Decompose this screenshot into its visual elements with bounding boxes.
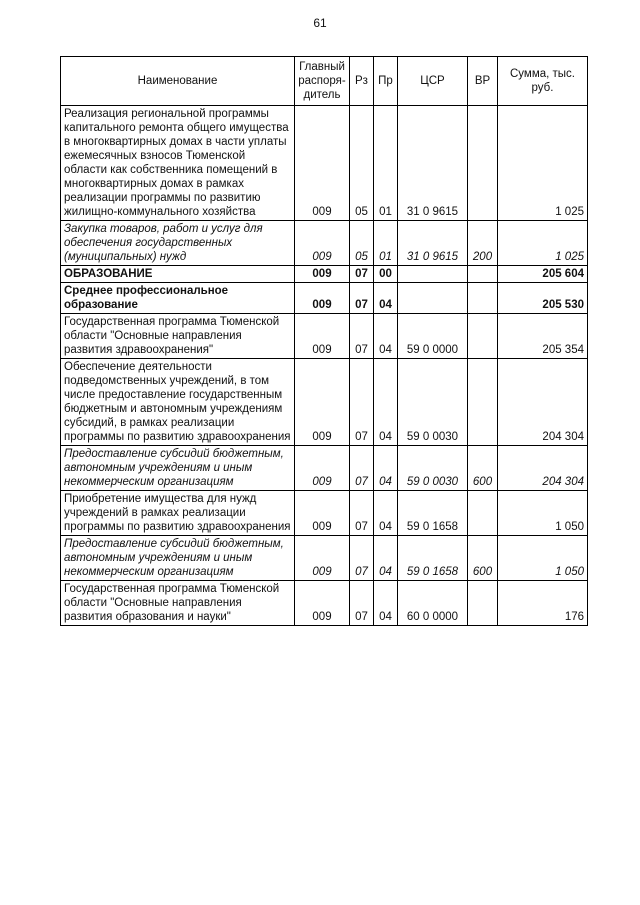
table-row bbox=[61, 536, 588, 581]
row-gr: 009 bbox=[295, 314, 350, 359]
row-rz: 07 bbox=[350, 359, 374, 446]
page-number: 61 bbox=[313, 16, 327, 30]
row-name: Среднее профессиональное образование bbox=[61, 283, 295, 314]
row-sum: 1 025 bbox=[498, 221, 588, 266]
budget-table bbox=[60, 56, 588, 626]
row-rz: 05 bbox=[350, 106, 374, 221]
table-row bbox=[61, 221, 588, 266]
row-pr: 04 bbox=[374, 283, 398, 314]
row-sum: 1 050 bbox=[498, 491, 588, 536]
row-vr bbox=[468, 314, 498, 359]
row-name: Государственная программа Тюменской области "Основные направления развития образования и науки" bbox=[61, 581, 295, 626]
row-sum: 204 304 bbox=[498, 359, 588, 446]
table-row bbox=[61, 446, 588, 491]
row-gr: 009 bbox=[295, 359, 350, 446]
row-rz: 07 bbox=[350, 491, 374, 536]
row-vr bbox=[468, 106, 498, 221]
row-csr: 59 0 1658 bbox=[398, 491, 468, 536]
row-name: Предоставление субсидий бюджетным, автономным учреждениям и иным некоммерческим организациям bbox=[61, 536, 295, 581]
row-sum: 176 bbox=[498, 581, 588, 626]
row-gr: 009 bbox=[295, 283, 350, 314]
header-pr: Пр bbox=[374, 57, 398, 106]
row-csr bbox=[398, 266, 468, 283]
row-sum: 1 050 bbox=[498, 536, 588, 581]
row-name: Обеспечение деятельности подведомственных учреждений, в том числе предоставление государственным бюджетным и автономным учреждениям субсидий, в рамках реализации программы по развитию здравоохранения bbox=[61, 359, 295, 446]
row-sum: 205 530 bbox=[498, 283, 588, 314]
row-pr: 04 bbox=[374, 536, 398, 581]
row-pr: 04 bbox=[374, 314, 398, 359]
row-csr: 31 0 9615 bbox=[398, 106, 468, 221]
row-pr: 00 bbox=[374, 266, 398, 283]
row-rz: 05 bbox=[350, 221, 374, 266]
row-vr bbox=[468, 581, 498, 626]
row-vr bbox=[468, 359, 498, 446]
row-vr: 600 bbox=[468, 446, 498, 491]
row-csr: 59 0 0000 bbox=[398, 314, 468, 359]
row-rz: 07 bbox=[350, 283, 374, 314]
row-pr: 04 bbox=[374, 491, 398, 536]
row-rz: 07 bbox=[350, 314, 374, 359]
row-pr: 04 bbox=[374, 446, 398, 491]
row-csr bbox=[398, 283, 468, 314]
row-sum: 205 354 bbox=[498, 314, 588, 359]
table-row bbox=[61, 314, 588, 359]
row-pr: 04 bbox=[374, 359, 398, 446]
row-gr: 009 bbox=[295, 266, 350, 283]
row-sum: 204 304 bbox=[498, 446, 588, 491]
row-csr: 59 0 0030 bbox=[398, 446, 468, 491]
row-name: Предоставление субсидий бюджетным, автономным учреждениям и иным некоммерческим организациям bbox=[61, 446, 295, 491]
header-csr: ЦСР bbox=[398, 57, 468, 106]
row-pr: 01 bbox=[374, 106, 398, 221]
row-vr: 200 bbox=[468, 221, 498, 266]
row-name: ОБРАЗОВАНИЕ bbox=[61, 266, 295, 283]
row-name: Приобретение имущества для нужд учреждений в рамках реализации программы по развитию здравоохранения bbox=[61, 491, 295, 536]
row-pr: 01 bbox=[374, 221, 398, 266]
row-gr: 009 bbox=[295, 581, 350, 626]
row-rz: 07 bbox=[350, 581, 374, 626]
row-name: Реализация региональной программы капитального ремонта общего имущества в многоквартирных домах в части уплаты ежемесячных взносов Тюменской области как собственника помещений в многоквартирных домах в рамках реализации программы по развитию жилищно-коммунального хозяйства bbox=[61, 106, 295, 221]
header-gr: Главный распоря-дитель bbox=[295, 57, 350, 106]
row-sum: 205 604 bbox=[498, 266, 588, 283]
row-vr: 600 bbox=[468, 536, 498, 581]
row-vr bbox=[468, 266, 498, 283]
row-pr: 04 bbox=[374, 581, 398, 626]
header-vr: ВР bbox=[468, 57, 498, 106]
row-rz: 07 bbox=[350, 536, 374, 581]
row-gr: 009 bbox=[295, 106, 350, 221]
table-row bbox=[61, 359, 588, 446]
row-name: Закупка товаров, работ и услуг для обеспечения государственных (муниципальных) нужд bbox=[61, 221, 295, 266]
row-vr bbox=[468, 491, 498, 536]
header-rz: Рз bbox=[350, 57, 374, 106]
row-gr: 009 bbox=[295, 221, 350, 266]
row-csr: 59 0 0030 bbox=[398, 359, 468, 446]
table-row bbox=[61, 581, 588, 626]
table-row bbox=[61, 266, 588, 283]
row-sum: 1 025 bbox=[498, 106, 588, 221]
row-csr: 31 0 9615 bbox=[398, 221, 468, 266]
table-row bbox=[61, 491, 588, 536]
table-row bbox=[61, 106, 588, 221]
row-gr: 009 bbox=[295, 536, 350, 581]
row-csr: 60 0 0000 bbox=[398, 581, 468, 626]
row-csr: 59 0 1658 bbox=[398, 536, 468, 581]
row-rz: 07 bbox=[350, 266, 374, 283]
row-gr: 009 bbox=[295, 446, 350, 491]
row-gr: 009 bbox=[295, 491, 350, 536]
header-sum: Сумма, тыс. руб. bbox=[498, 57, 588, 106]
table-row bbox=[61, 283, 588, 314]
row-rz: 07 bbox=[350, 446, 374, 491]
row-name: Государственная программа Тюменской области "Основные направления развития здравоохранения" bbox=[61, 314, 295, 359]
row-vr bbox=[468, 283, 498, 314]
header-row bbox=[61, 57, 588, 106]
header-name: Наименование bbox=[61, 57, 295, 106]
